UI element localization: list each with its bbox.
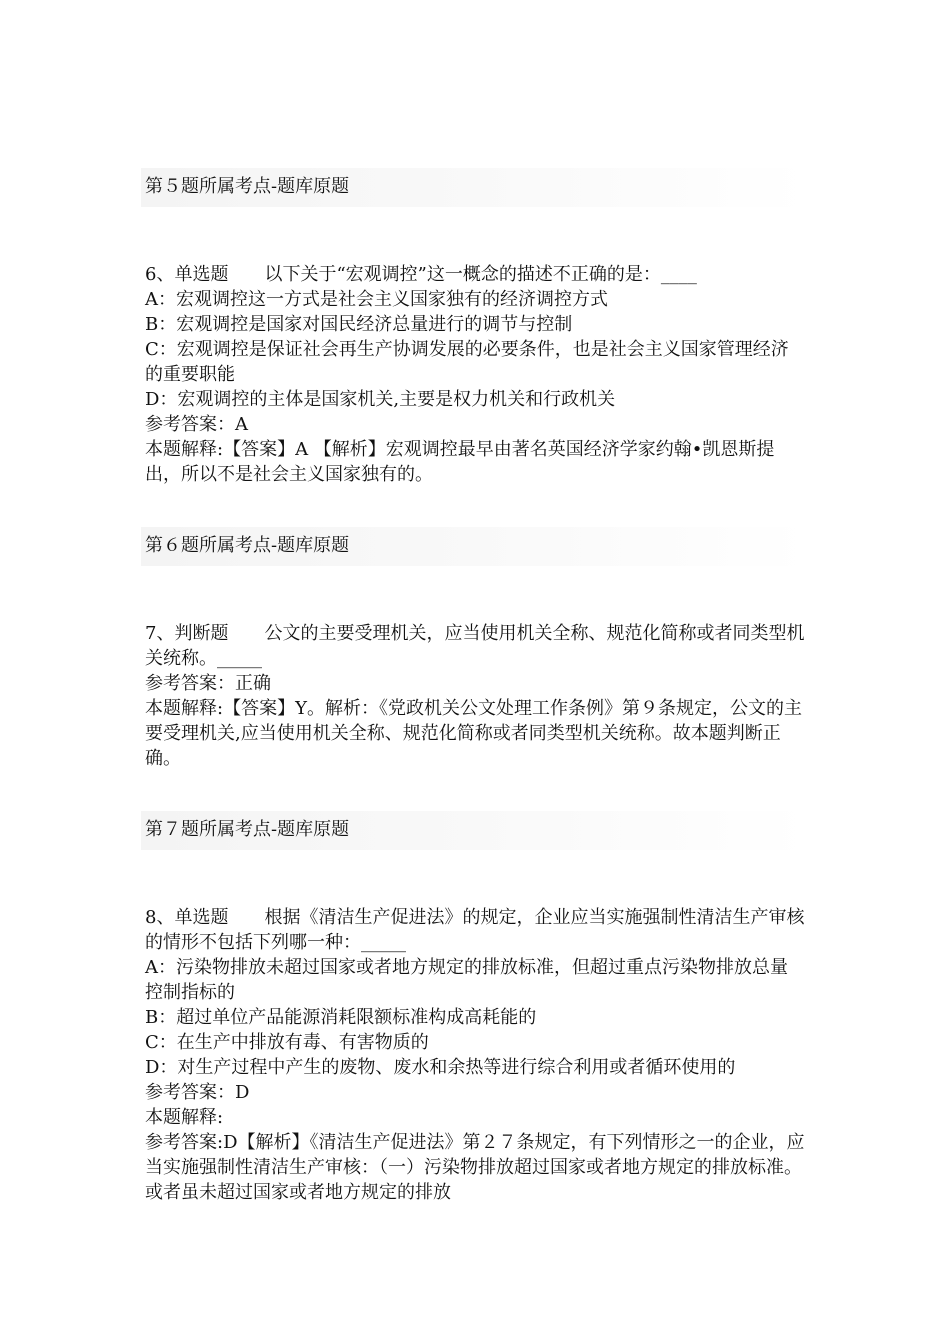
topic-text: 第６题所属考点-题库原题 <box>145 535 350 556</box>
option-d: D：对生产过程中产生的废物、废水和余热等进行综合利用或者循环使用的 <box>145 1057 736 1078</box>
spacer <box>145 842 805 905</box>
question-stem: 8、单选题 根据《清洁生产促进法》的规定，企业应当实施强制性清洁生产审核的情形不包括下列哪一种：_____ <box>145 907 805 953</box>
option-b: B：超过单位产品能源消耗限额标准构成高耗能的 <box>145 1007 537 1028</box>
option-d: D：宏观调控的主体是国家机关,主要是权力机关和行政机关 <box>145 389 616 410</box>
explanation: 本题解释:【答案】Y。解析：《党政机关公文处理工作条例》第９条规定，公文的主要受理机关,应当使用机关全称、规范化简称或者同类型机关统称。故本题判断正确。 <box>145 698 802 769</box>
option-b: B：宏观调控是国家对国民经济总量进行的调节与控制 <box>145 314 573 335</box>
spacer <box>145 199 805 262</box>
question-7 <box>145 621 805 771</box>
reference-answer: 参考答案：A <box>145 414 248 435</box>
explanation: 本题解释:【答案】A 【解析】宏观调控最早由著名英国经济学家约翰•凯恩斯提出，所以不是社会主义国家独有的。 <box>145 439 775 485</box>
reference-answer: 参考答案：D <box>145 1082 250 1103</box>
spacer <box>145 558 805 621</box>
option-c: C：在生产中排放有毒、有害物质的 <box>145 1032 429 1053</box>
reference-answer: 参考答案：正确 <box>145 673 271 694</box>
option-c: C：宏观调控是保证社会再生产协调发展的必要条件，也是社会主义国家管理经济的重要职能 <box>145 339 789 385</box>
explanation: 参考答案:D【解析】《清洁生产促进法》第２７条规定，有下列情形之一的企业，应当实施强制性清洁生产审核：（一）污染物排放超过国家或者地方规定的排放标准。或者虽未超过国家或者地方规定的排放 <box>145 1132 805 1203</box>
topic-line-7 <box>145 817 805 842</box>
topic-line-6 <box>145 533 805 558</box>
option-a: A：宏观调控这一方式是社会主义国家独有的经济调控方式 <box>145 289 608 310</box>
document-content <box>145 174 805 1205</box>
explanation-label: 本题解释: <box>145 1107 224 1128</box>
topic-text: 第５题所属考点-题库原题 <box>145 176 350 197</box>
question-stem: 7、判断题 公文的主要受理机关，应当使用机关全称、规范化简称或者同类型机关统称。_____ <box>145 623 805 669</box>
question-stem: 6、单选题 以下关于“宏观调控”这一概念的描述不正确的是：____ <box>145 264 697 285</box>
topic-line-5 <box>145 174 805 199</box>
question-8 <box>145 905 805 1205</box>
option-a: A：污染物排放未超过国家或者地方规定的排放标准，但超过重点污染物排放总量控制指标的 <box>145 957 788 1003</box>
topic-text: 第７题所属考点-题库原题 <box>145 819 350 840</box>
question-6 <box>145 262 805 487</box>
